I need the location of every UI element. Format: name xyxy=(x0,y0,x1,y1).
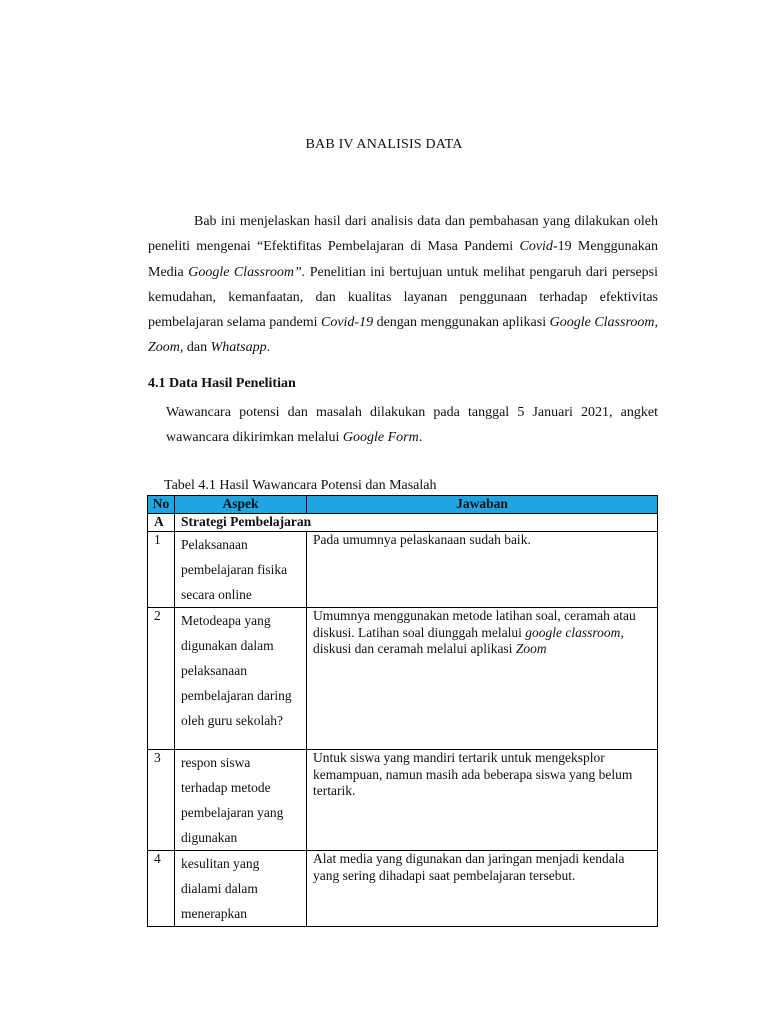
section-text-2: . xyxy=(418,430,423,446)
intro-italic-covid19: Covid-19 xyxy=(320,315,374,331)
group-no: A xyxy=(148,514,175,532)
page-title: BAB IV ANALISIS DATA xyxy=(305,137,463,152)
intro-text-5: dan xyxy=(183,340,211,356)
row-aspek: kesulitan yang dialami dalam menerapkan xyxy=(175,851,307,927)
table-row xyxy=(148,608,658,750)
intro-paragraph xyxy=(148,209,658,361)
row-jawaban: Untuk siswa yang mandiri tertarik untuk mengeksplor kemampuan, namun masih ada beberapa siswa yang belum tertarik. xyxy=(307,750,658,851)
jawaban-italic-zoom: Zoom xyxy=(515,641,547,656)
header-aspek: Aspek xyxy=(175,496,307,514)
section-heading: 4.1 Data Hasil Penelitian xyxy=(148,376,296,391)
row-jawaban: Alat media yang digunakan dan jaringan menjadi kendala yang sering dihadapi saat pembelajaran tersebut. xyxy=(307,851,658,927)
section-italic-google-form: Google Form xyxy=(342,430,419,446)
row-jawaban xyxy=(307,608,658,750)
header-jawaban: Jawaban xyxy=(307,496,658,514)
jawaban-text-1: Umumnya menggunakan metode latihan soal, ceramah atau diskusi. Latihan soal diunggah melalui xyxy=(313,608,636,640)
table-row xyxy=(148,532,658,608)
intro-text-1: Bab ini menjelaskan hasil dari analisis data dan pembahasan yang dilakukan oleh peneliti mengenai “Efektifitas Pembelajaran di Masa Pandemi xyxy=(148,214,658,255)
row-aspek: Pelaksanaan pembelajaran fisika secara online xyxy=(175,532,307,608)
table-caption: Tabel 4.1 Hasil Wawancara Potensi dan Masalah xyxy=(164,478,437,493)
row-no: 3 xyxy=(148,750,175,851)
jawaban-text-2: diskusi dan ceramah melalui aplikasi xyxy=(313,641,516,656)
section-text-1: Wawancara potensi dan masalah dilakukan pada tanggal 5 Januari 2021, angket wawancara dikirimkan melalui xyxy=(166,405,658,446)
row-no: 4 xyxy=(148,851,175,927)
section-paragraph xyxy=(166,400,658,451)
intro-text-4: dengan menggunakan aplikasi xyxy=(373,315,550,331)
group-label: Strategi Pembelajaran xyxy=(175,514,658,532)
intro-text-3: Penelitian ini bertujuan untuk melihat pengaruh dari persepsi kemudahan, kemanfaatan, dan kualitas layanan penggunaan terhadap efektivitas pembelajaran selama pandemi xyxy=(148,264,659,331)
intro-italic-google-classroom: Google Classroom”. xyxy=(188,264,306,280)
jawaban-italic-google-classroom: google classroom, xyxy=(525,624,624,640)
interview-table xyxy=(147,495,658,927)
row-aspek: respon siswa terhadap metode pembelajaran yang digunakan xyxy=(175,750,307,851)
intro-text-6: . xyxy=(266,340,271,356)
table-header-row xyxy=(148,496,658,514)
header-no: No xyxy=(148,496,175,514)
intro-italic-covid: Covid xyxy=(519,239,553,255)
row-jawaban: Pada umumnya pelaskanaan sudah baik. xyxy=(307,532,658,608)
intro-italic-whatsapp: Whatsapp xyxy=(210,340,267,356)
row-aspek: Metodeapa yang digunakan dalam pelaksanaan pembelajaran daring oleh guru sekolah? xyxy=(175,608,307,750)
table-row xyxy=(148,750,658,851)
intro-italic-apps: Google Classroom, Zoom, xyxy=(148,315,658,356)
table-row xyxy=(148,851,658,927)
row-no: 2 xyxy=(148,608,175,750)
table-group-row xyxy=(148,514,658,532)
intro-text-2: -19 Menggunakan Media xyxy=(148,239,658,280)
row-no: 1 xyxy=(148,532,175,608)
